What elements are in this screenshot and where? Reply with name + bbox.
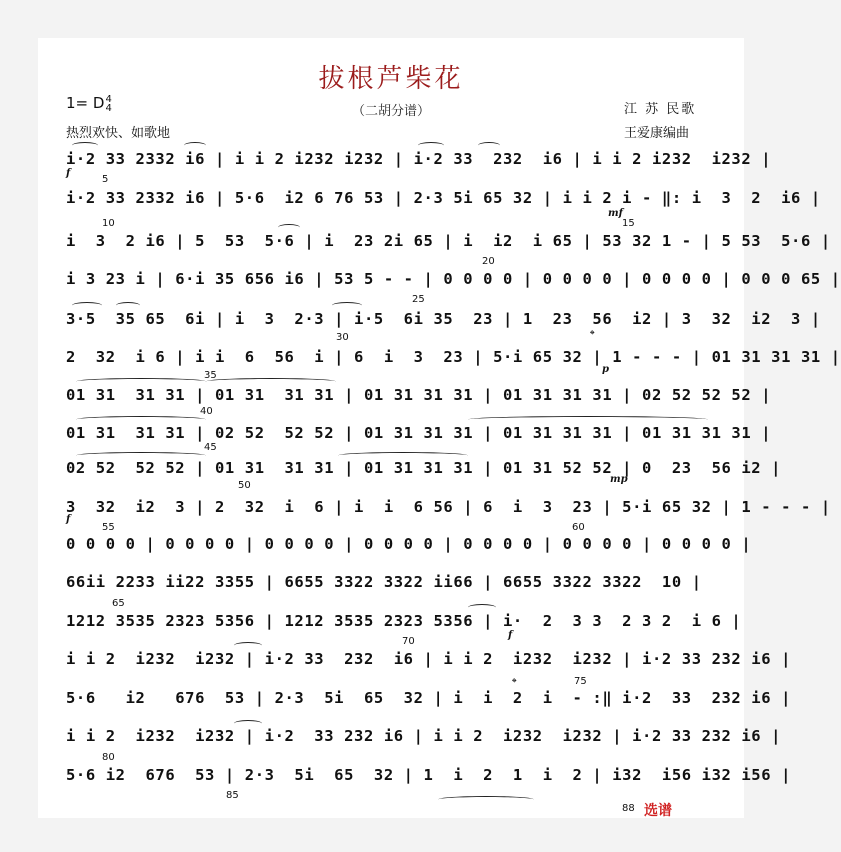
dynamic-mark: f <box>66 514 71 525</box>
slur <box>478 142 500 149</box>
measure-number: 85 <box>226 790 239 801</box>
score-sheet <box>38 38 841 819</box>
slur <box>468 416 708 423</box>
measure-number: 50 <box>238 480 251 491</box>
measure-number: 75 <box>574 676 587 687</box>
slur <box>234 642 262 649</box>
slur <box>72 142 98 149</box>
slur <box>76 452 206 459</box>
measure-number: 70 <box>402 636 415 647</box>
dynamic-mark: mp <box>610 474 628 485</box>
slur <box>76 416 206 423</box>
slur <box>116 302 140 309</box>
score-row: 3 32 i2 3 | 2 32 i 6 | i i 6 56 | 6 i 3 23 | 5·i 65 32 | 1 - - - | <box>66 498 831 516</box>
measure-number: 80 <box>102 752 115 763</box>
score-row: i·2 33 2332 i6 | i i 2 i232 i232 | i·2 33 232 i6 | i i 2 i232 i232 | <box>66 150 772 168</box>
score-row: 5·6 i2 676 53 | 2·3 5i 65 32 | 1 i 2 1 i 2 | i32 i56 i32 i56 | <box>66 766 792 784</box>
measure-number: 15 <box>622 218 635 229</box>
slur <box>332 302 362 309</box>
measure-number: 5 <box>102 174 109 185</box>
slur <box>184 142 206 149</box>
score-row: 66ii 2233 ii22 3355 | 6655 3322 3322 ii66 | 6655 3322 3322 10 | <box>66 573 702 591</box>
watermark-stamp: 选谱 <box>644 803 672 819</box>
page-title: 拔根芦柴花 <box>318 64 464 94</box>
measure-number: 55 <box>102 522 115 533</box>
score-row: 1212 3535 2323 5356 | 1212 3535 2323 5356 | i· 2 3 3 2 3 2 i 6 | <box>66 612 742 630</box>
measure-number: 45 <box>204 442 217 453</box>
measure-number: 30 <box>336 332 349 343</box>
score-row: i·2 33 2332 i6 | 5·6 i2 6 76 53 | 2·3 5i 65 32 | i i 2 i - ‖: i 3 2 i6 | <box>66 189 821 207</box>
slur <box>278 224 300 231</box>
slur <box>418 142 444 149</box>
coda-sign: 𝄌 <box>512 676 517 691</box>
key-signature: 1= D4 4 <box>66 93 112 114</box>
slur <box>338 452 468 459</box>
slur <box>206 378 336 385</box>
measure-number: 25 <box>412 294 425 305</box>
dynamic-mark: mf <box>608 208 623 219</box>
measure-number: 20 <box>482 256 495 267</box>
score-row: 5·6 i2 676 53 | 2·3 5i 65 32 | i i 2 i - :‖ i·2 33 232 i6 | <box>66 689 792 707</box>
coda-sign: 𝄌 <box>590 328 595 343</box>
score-row: i i 2 i232 i232 | i·2 33 232 i6 | i i 2 i232 i232 | i·2 33 232 i6 | <box>66 727 782 745</box>
measure-number: 65 <box>112 598 125 609</box>
slur <box>72 302 102 309</box>
measure-number: 35 <box>204 370 217 381</box>
arranger-credit: 王爱康编曲 <box>624 126 690 141</box>
subtitle: （二胡分谱） <box>351 104 430 119</box>
measure-number: 10 <box>102 218 115 229</box>
score-row: i 3 23 i | 6·i 35 656 i6 | 53 5 - - | 0 0 0 0 | 0 0 0 0 | 0 0 0 0 | 0 0 0 65 | <box>66 270 841 288</box>
score-row: 2 32 i 6 | i i 6 56 i | 6 i 3 23 | 5·i 65 32 | 1 - - - | 01 31 31 31 | <box>66 348 841 366</box>
score-row: i 3 2 i6 | 5 53 5·6 | i 23 2i 65 | i i2 i 65 | 53 32 1 - | 5 53 5·6 | <box>66 232 831 250</box>
origin-credit: 江 苏 民歌 <box>624 102 697 117</box>
slur <box>76 378 206 385</box>
dynamic-mark: p <box>602 364 609 375</box>
slur <box>468 604 496 611</box>
score-row: 02 52 52 52 | 01 31 31 31 | 01 31 31 31 | 01 31 52 52 | 0 23 56 i2 | <box>66 459 782 477</box>
dynamic-mark: f <box>508 630 513 641</box>
score-row: i i 2 i232 i232 | i·2 33 232 i6 | i i 2 i232 i232 | i·2 33 232 i6 | <box>66 650 792 668</box>
score-row: 01 31 31 31 | 01 31 31 31 | 01 31 31 31 | 01 31 31 31 | 02 52 52 52 | <box>66 386 772 404</box>
score-row: 01 31 31 31 | 02 52 52 52 | 01 31 31 31 | 01 31 31 31 | 01 31 31 31 | <box>66 424 772 442</box>
slur <box>234 720 262 727</box>
measure-number: 40 <box>200 406 213 417</box>
score-row: 3·5 35 65 6i | i 3 2·3 | i·5 6i 35 23 | 1 23 56 i2 | 3 32 i2 3 | <box>66 310 821 328</box>
score-row: 0 0 0 0 | 0 0 0 0 | 0 0 0 0 | 0 0 0 0 | 0 0 0 0 | 0 0 0 0 | 0 0 0 0 | <box>66 535 752 553</box>
measure-number: 88 <box>622 803 635 814</box>
measure-number: 60 <box>572 522 585 533</box>
slur <box>438 796 534 803</box>
dynamic-mark: f <box>66 168 71 179</box>
tempo-marking: 热烈欢快、如歌地 <box>66 126 171 141</box>
time-signature: 4 4 <box>105 93 112 114</box>
